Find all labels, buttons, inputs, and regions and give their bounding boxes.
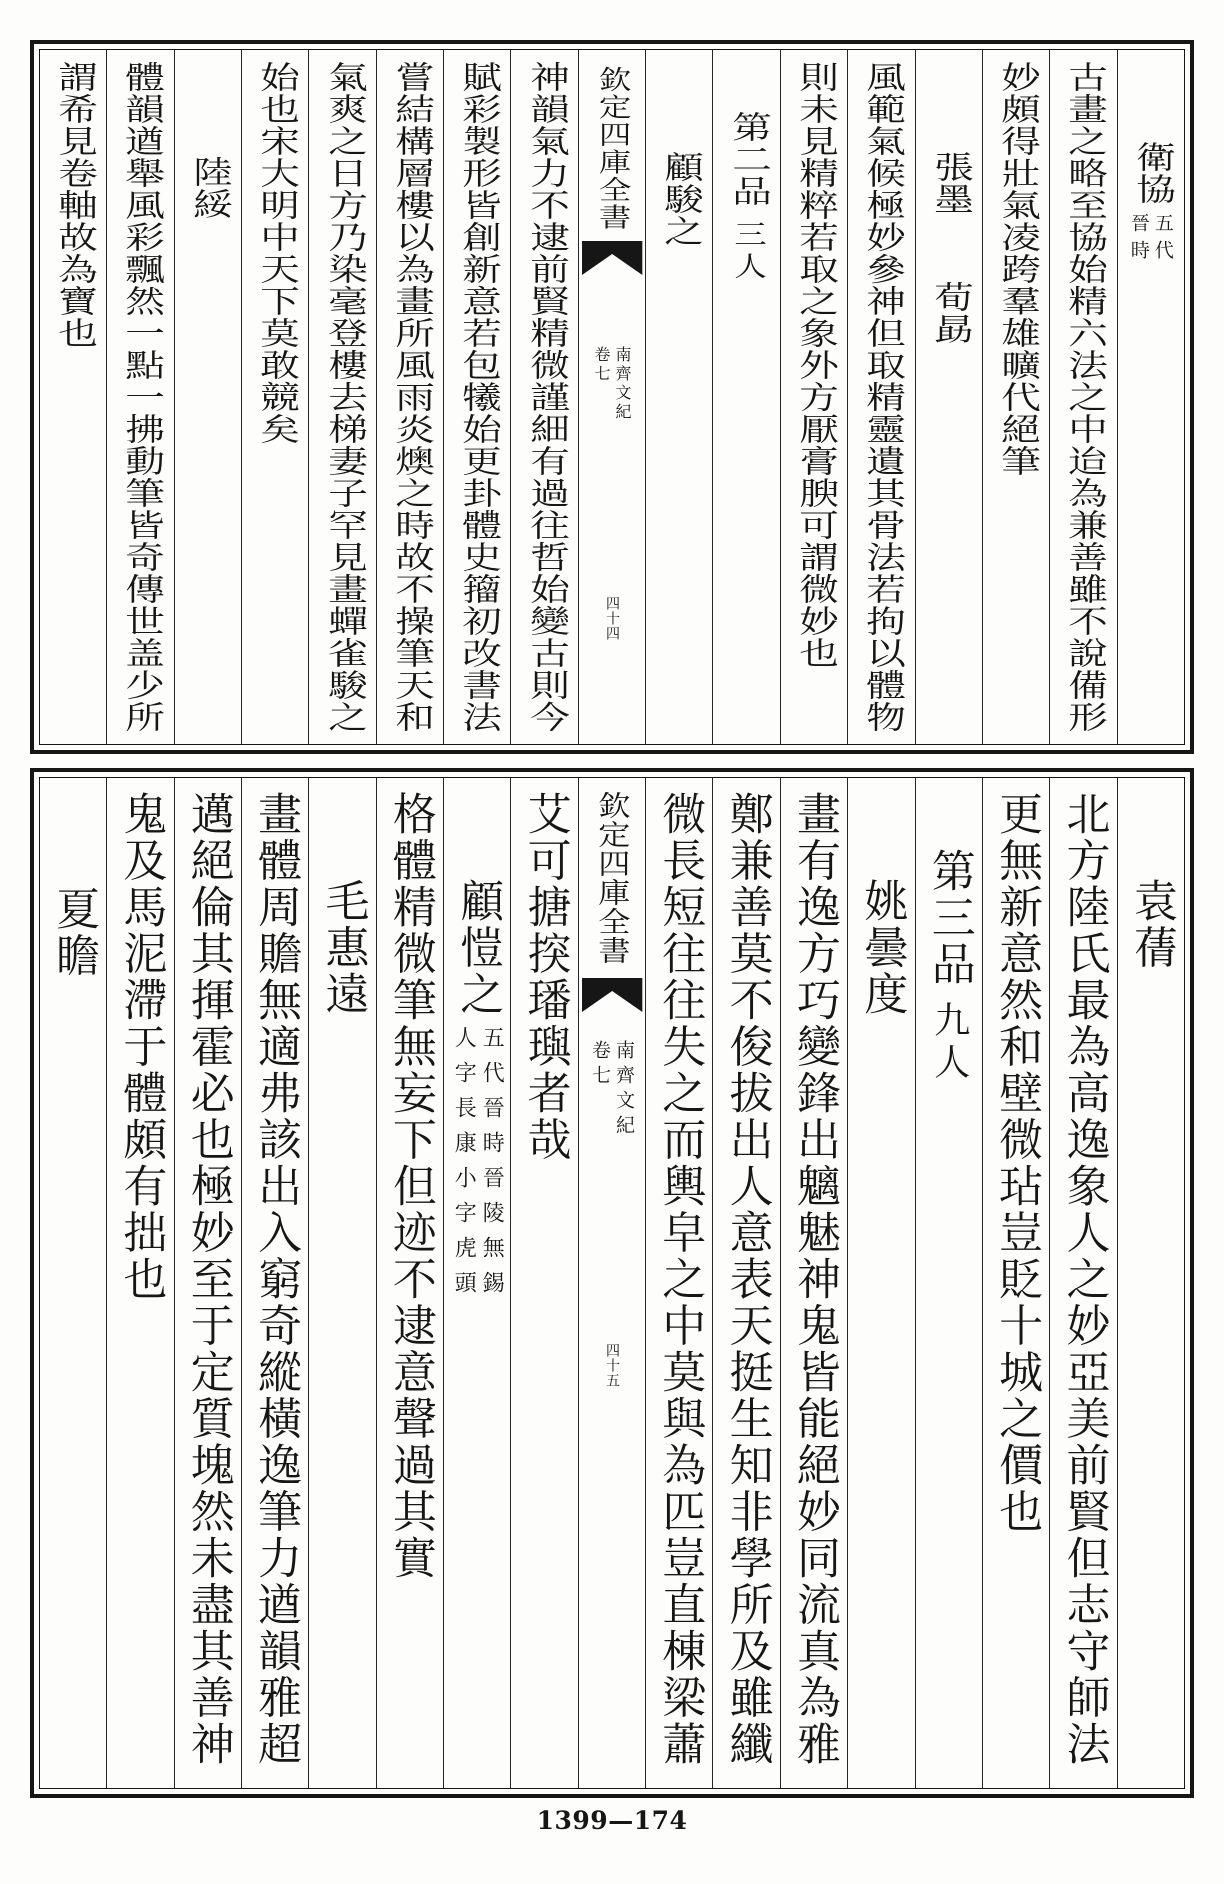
- text-line: 神韻氣力不逮前賢精微謹細有過往哲始變古則今: [522, 61, 569, 733]
- text-column: [241, 50, 308, 744]
- lower-leaf-grid: [39, 777, 1185, 1789]
- text-line: 則未見精粹若取之象外方厭膏腴可謂微妙也: [791, 61, 838, 669]
- entry-heading: 姚曇度: [856, 878, 908, 1018]
- fold-book-label: [588, 1040, 636, 1140]
- entry-heading: 顧駿之: [656, 151, 703, 247]
- text-column: [308, 778, 375, 1788]
- text-column: [645, 778, 712, 1788]
- text-column: [443, 50, 510, 744]
- entry-heading: 陸綏: [185, 156, 232, 220]
- text-line: 體韻遒舉風彩飄然一點一拂動筆皆奇傳世盖少所: [118, 61, 165, 733]
- entry-heading: 顧愷之: [452, 878, 504, 1018]
- text-column: [712, 50, 779, 744]
- lower-leaf-frame: [30, 768, 1194, 1798]
- text-line: 鬼及馬泥滯于體頗有拙也: [115, 791, 167, 1303]
- rank-count: 三人: [728, 220, 766, 284]
- fish-tail-ornament: [579, 241, 645, 275]
- text-column: [40, 778, 106, 1788]
- text-column: [443, 778, 510, 1788]
- annotation-line: 人字長康小字虎頭: [451, 1026, 477, 1306]
- text-line: 嘗結構層樓以為畫所風雨炎燠之時故不操筆天和: [387, 61, 434, 733]
- entry-heading: 袁蒨: [1125, 878, 1177, 971]
- text-line: 艾可搪揬璠璵者哉: [519, 791, 571, 1163]
- text-line: 微長短往往失之而輿皁之中莫與為匹豈直棟梁蕭: [654, 791, 706, 1768]
- fold-volume: 卷七: [588, 1040, 611, 1090]
- entry-heading: 衛協: [1128, 141, 1175, 205]
- text-column: [1049, 50, 1116, 744]
- annotation-line: 五代晉時晉陵無錫: [479, 1026, 505, 1306]
- text-column: [712, 778, 779, 1788]
- text-line: 風範氣候極妙參神但取精靈遺其骨法若拘以體物: [858, 61, 906, 733]
- fold-book-label: [591, 346, 633, 422]
- rank-heading: 第二品: [724, 111, 771, 207]
- annotation: [1127, 213, 1175, 267]
- entry-heading: 荀勗: [926, 281, 973, 345]
- text-line: 古畫之略至協始精六法之中迨為兼善雖不說備形: [1061, 61, 1108, 733]
- text-line: 始也宋大明中天下莫敢競矣: [252, 61, 299, 445]
- annotation-line: 晉時: [1127, 213, 1150, 267]
- text-column: [174, 778, 241, 1788]
- text-line: 謂希見卷軸故為寶也: [50, 61, 97, 349]
- fold-leaf-number: 四十四: [603, 596, 620, 641]
- text-line: 格體精微筆無妄下但迹不逮意聲過其實: [384, 791, 436, 1582]
- fold-book-title: 南齊文紀: [612, 346, 632, 422]
- fold-volume: 卷七: [591, 346, 611, 384]
- entry-heading: 夏瞻: [48, 886, 100, 979]
- text-column: [308, 50, 375, 744]
- text-column: [1117, 50, 1184, 744]
- fold-column: [578, 50, 645, 744]
- text-column: [982, 50, 1049, 744]
- reprint-page-number: 1399—174: [536, 1806, 688, 1835]
- upper-leaf-frame: [30, 40, 1194, 754]
- text-column: [982, 778, 1049, 1788]
- text-column: [174, 50, 241, 744]
- text-line: 北方陸氏最為高逸象人之妙亞美前賢但志守師法: [1058, 791, 1110, 1768]
- text-column: [510, 50, 577, 744]
- fish-tail-ornament: [579, 978, 645, 1012]
- text-column: [1049, 778, 1116, 1788]
- text-column: [915, 778, 982, 1788]
- text-column: [1117, 778, 1184, 1788]
- text-column: [106, 778, 173, 1788]
- rank-heading: 第三品: [923, 848, 975, 988]
- text-column: [645, 50, 712, 744]
- text-column: [40, 50, 106, 744]
- entry-heading: 張墨: [926, 151, 973, 215]
- text-line: 更無新意然和壁微玷豈貶十城之價也: [991, 791, 1043, 1535]
- text-column: [510, 778, 577, 1788]
- fold-title: 欽定四庫全書: [593, 66, 631, 231]
- text-line: 妙頗得壯氣凌跨羣雄曠代絕筆: [993, 61, 1040, 477]
- upper-leaf-grid: [39, 49, 1185, 745]
- annotation: [449, 1026, 505, 1306]
- fold-title: 欽定四庫全書: [593, 791, 632, 965]
- text-line: 畫有逸方巧變鋒出魑魅神鬼皆能絕妙同流真為雅: [789, 791, 841, 1768]
- text-column: [376, 50, 443, 744]
- annotation-line: 五代: [1151, 213, 1174, 267]
- text-column: [241, 778, 308, 1788]
- text-column: [847, 778, 914, 1788]
- text-line: 鄭兼善莫不俊拔出人意表天挺生知非學所及雖纖: [721, 791, 773, 1768]
- text-column: [376, 778, 443, 1788]
- rank-count: 九人: [928, 1001, 970, 1085]
- text-column: [915, 50, 982, 744]
- text-column: [847, 50, 914, 744]
- entry-heading: 毛惠遠: [317, 878, 369, 1018]
- text-line: 氣爽之日方乃染毫登樓去梯妻子罕見畫蟬雀駿之: [320, 61, 367, 733]
- text-column: [780, 50, 847, 744]
- text-column: [780, 778, 847, 1788]
- text-line: 賦彩製形皆創新意若包犧始更卦體史籀初改書法: [454, 61, 501, 733]
- text-line: 邁絕倫其揮霍必也極妙至于定質塊然未盡其善神: [182, 791, 234, 1768]
- fold-column: [578, 778, 645, 1788]
- fold-leaf-number: 四十五: [603, 1343, 620, 1388]
- text-line: 畫體周贍無適弗該出入窮奇縱橫逸筆力遒韻雅超: [250, 791, 302, 1768]
- fold-book-title: 南齊文紀: [612, 1040, 635, 1140]
- text-column: [106, 50, 173, 744]
